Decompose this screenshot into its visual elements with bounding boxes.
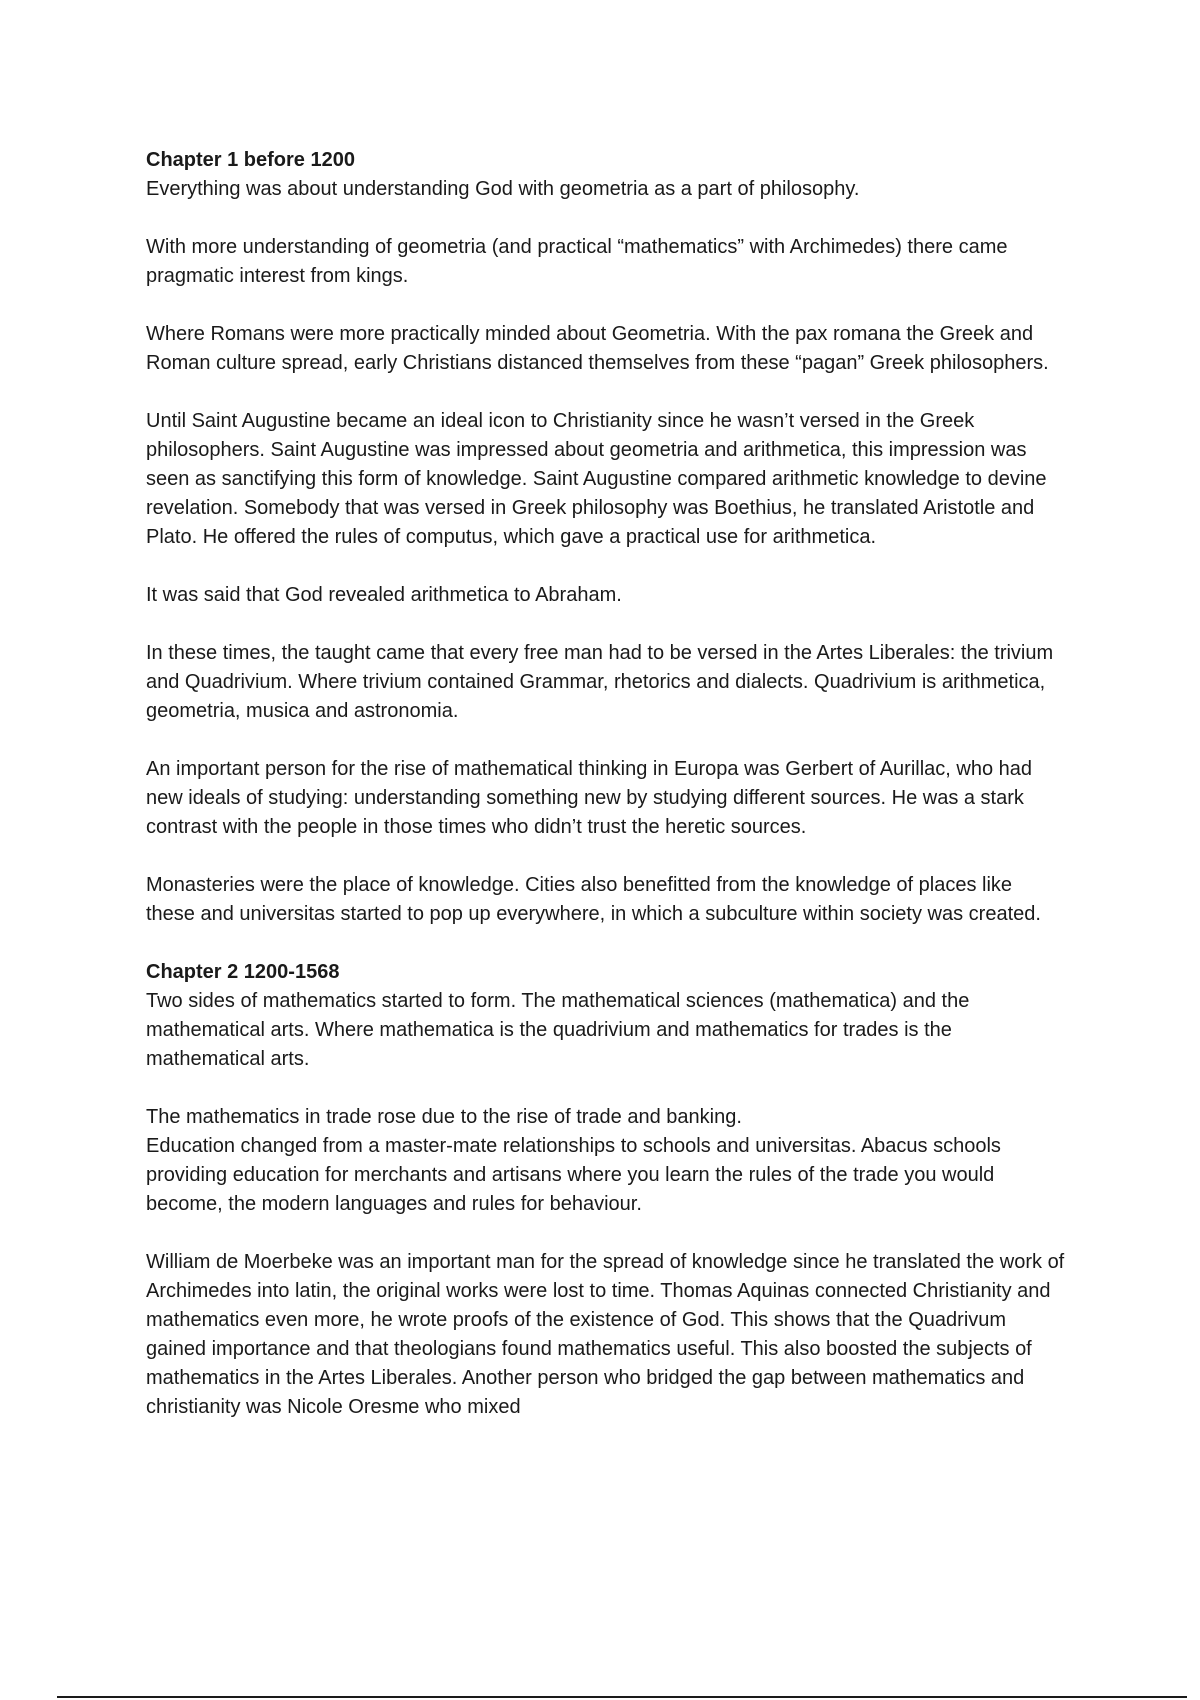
document-body [146, 146, 1066, 1451]
chapter-1-paragraph-6: In these times, the taught came that every free man had to be versed in the Artes Liberales: the trivium and Quadrivium. Where trivium contained Grammar, rhetorics and dialects. Quadrivium is arithmetica, geometria, musica and astronomia. [146, 642, 1054, 722]
chapter-2-section [146, 958, 1066, 1422]
page-bottom-rule [57, 1696, 1187, 1698]
chapter-2-paragraph-2: The mathematics in trade rose due to the rise of trade and banking. [146, 1106, 742, 1128]
chapter-1-section [146, 146, 1066, 929]
chapter-1-paragraph-1: Everything was about understanding God with geometria as a part of philosophy. [146, 178, 860, 200]
chapter-1-paragraph-7: An important person for the rise of mathematical thinking in Europa was Gerbert of Aurillac, who had new ideals of studying: understanding something new by studying different sources. He was a stark contrast with the people in those times who didn’t trust the heretic sources. [146, 758, 1033, 838]
chapter-1-paragraph-4: Until Saint Augustine became an ideal icon to Christianity since he wasn’t versed in the Greek philosophers. Saint Augustine was impressed about geometria and arithmetica, this impression was seen as sanctifying this form of knowledge. Saint Augustine compared arithmetic knowledge to devine revelation. Somebody that was versed in Greek philosophy was Boethius, he translated Aristotle and Plato. He offered the rules of computus, which gave a practical use for arithmetica. [146, 410, 1047, 548]
chapter-2-paragraph-1: Two sides of mathematics started to form. The mathematical sciences (mathematica) and the mathematical arts. Where mathematica is the quadrivium and mathematics for trades is the mathematical arts. [146, 990, 970, 1070]
chapter-2-heading: Chapter 2 1200-1568 [146, 961, 340, 983]
chapter-2-paragraph-4: William de Moerbeke was an important man for the spread of knowledge since he translated the work of Archimedes into latin, the original works were lost to time. Thomas Aquinas connected Christianity and mathematics even more, he wrote proofs of the existence of God. This shows that the Quadrivum gained importance and that theologians found mathematics useful. This also boosted the subjects of mathematics in the Artes Liberales. Another person who bridged the gap between mathematics and christianity was Nicole Oresme who mixed [146, 1251, 1065, 1418]
chapter-1-paragraph-3: Where Romans were more practically minded about Geometria. With the pax romana the Greek and Roman culture spread, early Christians distanced themselves from these “pagan” Greek philosophers. [146, 323, 1049, 374]
chapter-1-paragraph-8: Monasteries were the place of knowledge. Cities also benefitted from the knowledge of places like these and universitas started to pop up everywhere, in which a subculture within society was created. [146, 874, 1041, 925]
chapter-1-paragraph-5: It was said that God revealed arithmetica to Abraham. [146, 584, 622, 606]
chapter-1-heading: Chapter 1 before 1200 [146, 149, 355, 171]
chapter-1-paragraph-2: With more understanding of geometria (and practical “mathematics” with Archimedes) there came pragmatic interest from kings. [146, 236, 1008, 287]
chapter-2-paragraph-3: Education changed from a master-mate relationships to schools and universitas. Abacus schools providing education for merchants and artisans where you learn the rules of the trade you would become, the modern languages and rules for behaviour. [146, 1135, 1001, 1215]
